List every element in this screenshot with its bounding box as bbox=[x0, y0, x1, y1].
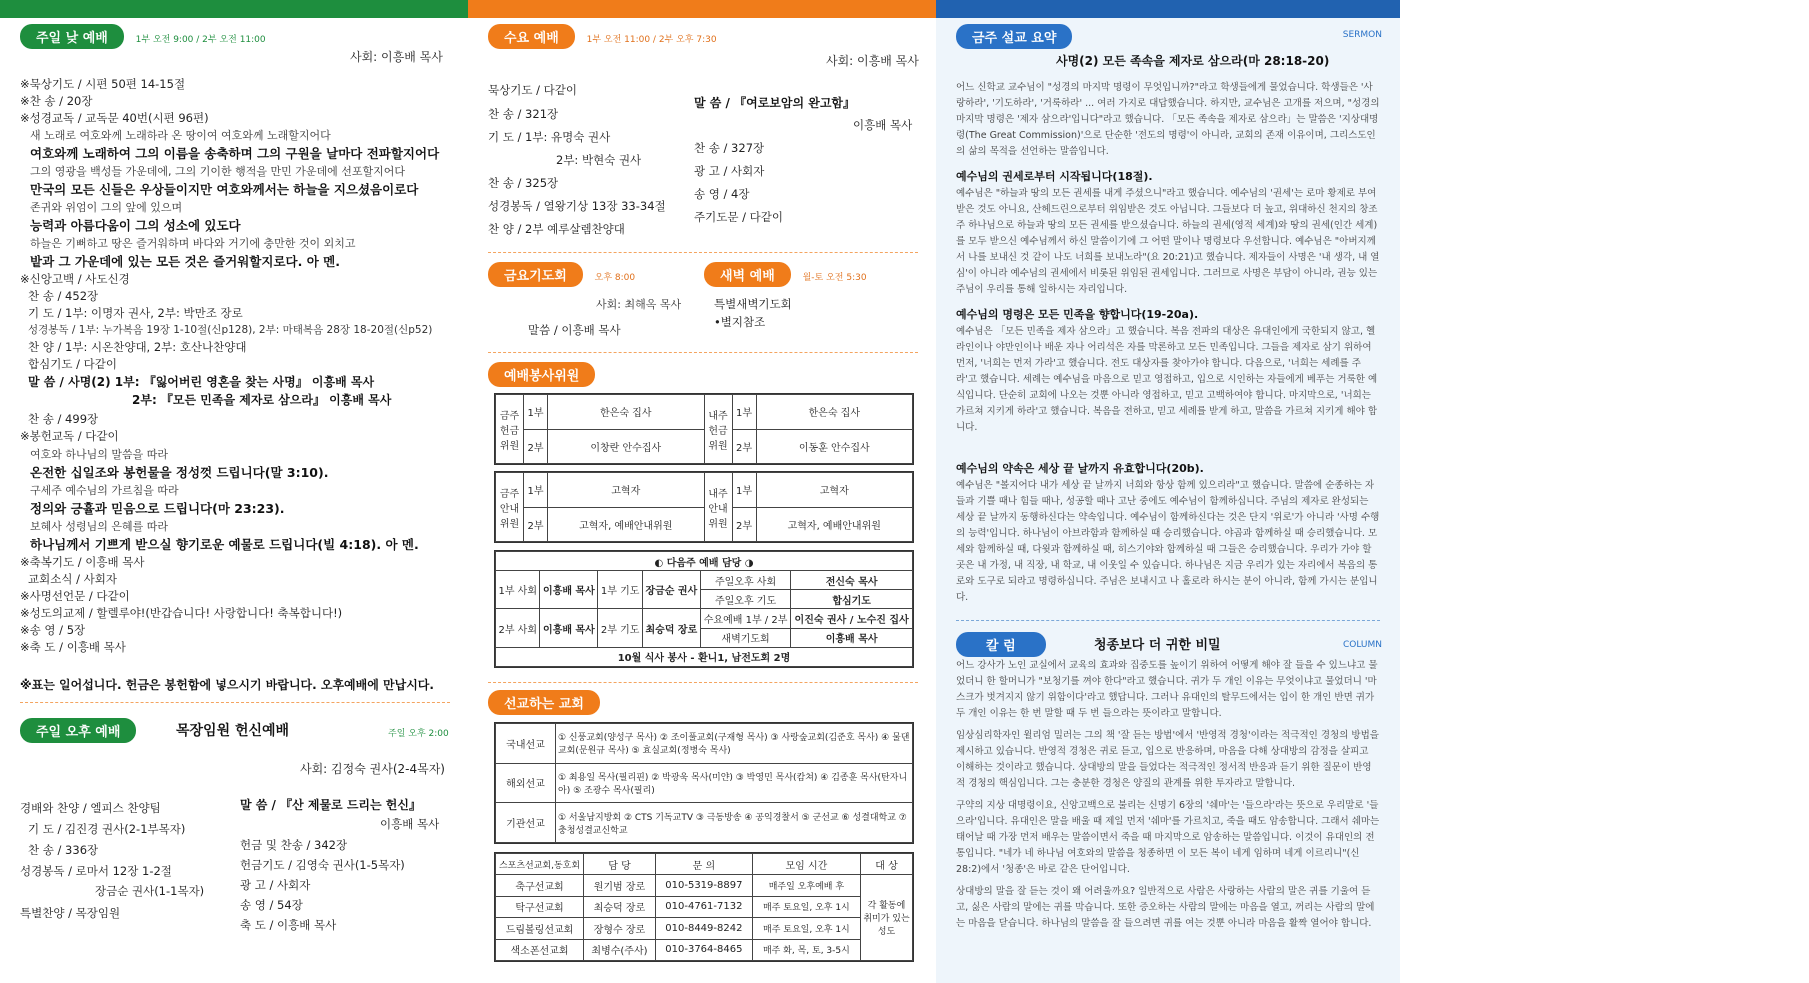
sports-cell: 축구선교회 bbox=[496, 875, 584, 896]
cell: 한은숙 집사 bbox=[548, 395, 705, 430]
order-line: ※송 영 / 5장 bbox=[20, 623, 86, 637]
order-line: ※찬 송 / 20장 bbox=[20, 94, 93, 108]
order-line: ※축복기도 / 이흥배 목사 bbox=[20, 555, 145, 569]
dawn-title: 새벽 예배 bbox=[704, 262, 791, 287]
cell: 합심기도 bbox=[791, 590, 913, 609]
divider bbox=[956, 620, 1380, 621]
pm-line: 광 고 / 사회자 bbox=[240, 878, 311, 892]
offering-reading: 정의와 긍휼과 믿음으로 드립니다(마 23:23). bbox=[30, 501, 285, 516]
mission-list: ① 신풍교회(양성구 목사) ② 조이풀교회(구재형 목사) ③ 사랑숲교회(김준호 목사) ④ 물댄교회(문원규 목사) ⑤ 효실교회(정병숙 목사) bbox=[556, 724, 913, 764]
pm-line: 이흥배 목사 bbox=[380, 817, 440, 831]
column-tag: COLUMN bbox=[1342, 640, 1382, 650]
dawn-line: •별지참조 bbox=[714, 315, 766, 329]
sports-cell: 최병수(주사) bbox=[584, 939, 656, 960]
offering-committee-table bbox=[494, 393, 914, 465]
divider bbox=[488, 252, 918, 253]
cell: 주일오후 사회 bbox=[700, 571, 790, 590]
column-paragraph: 구약의 지상 대명령이요, 신앙고백으로 불리는 신명기 6장의 '쉐마'는 '들으라'라는 뜻으로 우리말로 '들으라'입니다. 유대인은 말을 배울 때 제일 먼저 '쉐마'를 가르치고, 죽을 때도 암송합니다. 그래서 쉐마는 태어날 때 가장 먼저 배우는 말씀이면서 죽을 때 마지막으로 암송하는 말씀입니다. 이것이 유대인의 전통입니다. "네가 네 하나님 여호와의 말씀을 청종하면 이 모든 복이 네게 임하며 네게 이르리니"(신 28:2)에서 '청종'은 바로 같은 단어입니다. bbox=[956, 800, 1380, 875]
usher-committee-table bbox=[494, 471, 914, 543]
cell: 고혁자, 예배안내위원 bbox=[756, 507, 913, 542]
sports-cell: 매주일 오후예배 후 bbox=[752, 875, 860, 896]
cell: 고혁자 bbox=[756, 473, 913, 508]
sermon-paragraph: 예수님은 「모든 민족을 제자 삼으라」고 했습니다. 복음 전파의 대상은 유대인에게 국한되지 않고, 헬라인이나 야만인이나 배운 자나 어리석은 자를 막론하고 모든 민족입니다. 그들을 제자로 삼기 위하여 먼저, '너희는 먼저 가라'고 했습니다. 전도 대상자를 찾아가야 합니다. 다음으로, '너희는 세례를 주라'고 했습니다. 세례는 예수님을 마음으로 믿고 영접하고, 입으로 시인하는 자들에게 베푸는 거룩한 예식입니다. 단순히 교회에 나오는 것뿐 아니라 영접하고, 믿고 고백하여야 합니다. 마지막으로, '너희는 가르쳐 지키게 하라'고 했습니다. 복음을 전하고, 믿고 세례를 받게 하고, 말씀을 가르쳐 지키게 해야 합니다. bbox=[956, 326, 1378, 433]
pm-line: 축 도 / 이흥배 목사 bbox=[240, 918, 337, 932]
sermon-intro: 어느 신학교 교수님이 "성경의 마지막 명령이 무엇입니까?"라고 학생들에게 물었습니다. 학생들은 '사랑하라', '기도하라', '거룩하라' ... 여러 가지로 대답했습니다. 하지만, 교수님은 고개를 저으며, "성경의 마지막 명령은 '제자 삼으라'입니다"라고 했습니다. 「모든 족속을 제자로 삼으라」는 말씀은 '지상대명령(The Great Commission)'으로 단순한 '전도의 명령'이 아니라, 교회의 존재 이유이며, 그리스도인의 삶의 목적을 선언하는 말씀입니다. bbox=[956, 82, 1380, 157]
cell: 2부 bbox=[732, 429, 756, 464]
cell: 1부 bbox=[732, 395, 756, 430]
friday-header bbox=[488, 262, 635, 287]
friday-time: 오후 8:00 bbox=[594, 273, 636, 283]
order-line: 합심기도 / 다같이 bbox=[28, 357, 117, 371]
responsive-reading: 그의 영광을 백성들 가운데에, 그의 기이한 행적을 만민 가운데에 선포할지어다 bbox=[30, 165, 405, 178]
order-line: 찬 양 / 1부: 시온찬양대, 2부: 호산나찬양대 bbox=[28, 340, 247, 354]
offering-reading: 보혜사 성령님의 은혜를 따라 bbox=[30, 520, 169, 533]
sports-cell: 010-4761-7132 bbox=[655, 896, 752, 917]
column-title: 청종보다 더 귀한 비밀 bbox=[1094, 638, 1221, 653]
sunday-service-times: 1부 오전 9:00 / 2부 오전 11:00 bbox=[135, 35, 266, 45]
pm-line: 찬 송 / 336장 bbox=[28, 843, 99, 857]
mission-list: ① 서울남지방회 ② CTS 기독교TV ③ 극동방송 ④ 공익경찰서 ⑤ 군선교 ⑥ 성결대학교 ⑦ 충청성결교신학교 bbox=[556, 803, 913, 843]
cell: 고혁자 bbox=[548, 473, 705, 508]
service-note: ※표는 일어섭니다. 헌금은 봉헌함에 넣으시기 바랍니다. 오후예배에 만납시다. bbox=[20, 678, 434, 692]
column-paragraph: 임상심리학자인 윌리엄 밀러는 그의 책 '잘 듣는 방법'에서 '반영적 경청'이라는 적극적인 경청의 방법을 제시하고 있습니다. 반영적 경청은 귀로 듣고, 입으로 반응하며, 마음을 다해 상대방의 감정을 살피고 이해하는 것이라고 했습니다. 상대방의 말을 들었다는 적극적인 정서적 반응과 듣기 위한 질문이 반영적 경청의 핵심입니다. 그는 충분한 경청은 양질의 관계를 위한 투자라고 말합니다. bbox=[956, 730, 1379, 789]
wed-line: 주기도문 / 다같이 bbox=[694, 210, 783, 224]
sunday-service-column bbox=[0, 0, 468, 983]
cell: 고혁자, 예배안내위원 bbox=[548, 507, 705, 542]
afternoon-service-time: 주일 오후 2:00 bbox=[388, 729, 449, 739]
orange-top-bar bbox=[468, 0, 936, 18]
wednesday-header bbox=[488, 24, 717, 49]
sports-head: 스포츠선교회,동호회 bbox=[496, 854, 584, 875]
wednesday-host: 사회: 이흥배 목사 bbox=[826, 54, 919, 68]
wed-line: 성경봉독 / 열왕기상 13장 33-34절 bbox=[488, 199, 666, 213]
cell: 2부 사회 bbox=[496, 609, 540, 647]
friday-title: 금요기도회 bbox=[488, 262, 583, 287]
order-line: 찬 송 / 452장 bbox=[28, 289, 99, 303]
cell: 1부 bbox=[524, 473, 548, 508]
sermon-title: 사명(2) 모든 족속을 제자로 삼으라(마 28:18-20) bbox=[1056, 54, 1330, 68]
sermon-line: 2부: 『모든 민족을 제자로 삼으라』 이흥배 목사 bbox=[132, 393, 392, 407]
dawn-header bbox=[704, 262, 867, 287]
order-line: 성경봉독 / 1부: 누가복음 19장 1-10절(신p128), 2부: 마태복음 28장 18-20절(신p52) bbox=[28, 324, 433, 336]
dawn-time: 월-토 오전 5:30 bbox=[802, 273, 867, 283]
pm-line: 헌금기도 / 김영숙 권사(1-5목자) bbox=[240, 858, 405, 872]
wed-line: 묵상기도 / 다같이 bbox=[488, 83, 577, 97]
order-line: ※축 도 / 이흥배 목사 bbox=[20, 640, 126, 654]
cell: 이흥배 목사 bbox=[540, 571, 598, 609]
wed-line: 찬 양 / 2부 예루살렘찬양대 bbox=[488, 222, 625, 236]
cell: 이흥배 목사 bbox=[791, 628, 913, 647]
sports-cell: 장형수 장로 bbox=[584, 918, 656, 939]
sports-cell: 매주 화, 목, 토, 3-5시 bbox=[752, 939, 860, 960]
sermon-tag: SERMON bbox=[1342, 30, 1382, 40]
cell: 내주 안내 위원 bbox=[704, 473, 732, 542]
responsive-reading: 새 노래로 여호와께 노래하라 온 땅이여 여호와께 노래할지어다 bbox=[30, 129, 331, 142]
sermon-column bbox=[936, 0, 1400, 983]
cell: 한은숙 집사 bbox=[756, 395, 913, 430]
sports-cell: 010-8449-8242 bbox=[655, 918, 752, 939]
sports-cell: 색소폰선교회 bbox=[496, 939, 584, 960]
cell: 금주 안내 위원 bbox=[496, 473, 524, 542]
afternoon-service-header bbox=[20, 718, 136, 743]
cell: 이창란 안수집사 bbox=[548, 429, 705, 464]
pm-line: 송 영 / 54장 bbox=[240, 898, 303, 912]
sports-cell: 드림볼링선교회 bbox=[496, 918, 584, 939]
sports-head: 대 상 bbox=[861, 854, 913, 875]
cell: 2부 bbox=[524, 507, 548, 542]
sports-cell: 원기범 장로 bbox=[584, 875, 656, 896]
sermon-header bbox=[956, 24, 1072, 49]
cell: 이진숙 권사 / 노수진 집사 bbox=[791, 609, 913, 628]
blue-top-bar bbox=[936, 0, 1400, 18]
wed-line: 기 도 / 1부: 유명숙 권사 bbox=[488, 130, 611, 144]
cell: 1부 사회 bbox=[496, 571, 540, 609]
sunday-service-title: 주일 낮 예배 bbox=[20, 24, 124, 49]
column-paragraph: 어느 강사가 노인 교실에서 교육의 효과와 집중도를 높이기 위하여 어떻게 해야 잘 들을 수 있느냐고 물었더니 한 할머니가 "보청기를 껴야 한다"라고 했습니다. 귀가 두 개인 이유는 무엇이냐고 물었더니 '마스크가 벗겨지지 않기 위함이다'라고 했답니다. 그러나 유대인의 탈무드에서는 입이 한 개인 반면 귀가 두 개인 이유는 한 번 말할 때 두 번 들으라는 뜻이라고 말합니다. bbox=[956, 660, 1378, 719]
pm-line: 장금순 권사(1-1목자) bbox=[95, 884, 205, 898]
mission-title: 선교하는 교회 bbox=[488, 690, 600, 715]
wed-line: 찬 송 / 327장 bbox=[694, 141, 765, 155]
wed-sermon: 말 씀 / 『여로보암의 완고함』 bbox=[694, 96, 856, 110]
pm-line: 특별찬양 / 목장임원 bbox=[20, 906, 121, 920]
offering-reading: 온전한 십일조와 봉헌물을 정성껏 드립니다(말 3:10). bbox=[30, 465, 329, 480]
sermon-paragraph: 예수님은 "볼지어다 내가 세상 끝 날까지 너희와 항상 함께 있으리라"고 했습니다. 말씀에 순종하는 자들과 기쁠 때나 힘들 때나, 성공할 때나 고난 중에도 예수님이 함께하십니다. 주님의 제자로 완성되는 세상 끝 날까지 동행하신다는 약속입니다. 예수님이 함께하신다는 것은 단지 '위로'가 아니라 '사명 수행의 능력'입니다. 하나님이 아브라함과 함께하실 때 승리했습니다. 야곱과 함께하실 때 승리했습니다. 모세와 함께하실 때, 다윗과 함께하실 때, 히스기야와 함께하실 때 그들은 승리했습니다. 우리가 가야 할 곳은 내 가정, 내 직장, 내 학교, 내 이웃일 수 있습니다. 하나님은 지금 우리가 있는 자리에서 복음의 통로와 도구로 되라고 명령하십니다. 주님은 보내시고 나 홀로라 하시는 분이 아니라, 함께 가시는 분입니다. bbox=[956, 480, 1380, 603]
next-week-title: ◐ 다음주 예배 담당 ◑ bbox=[496, 552, 913, 571]
afternoon-service-title: 주일 오후 예배 bbox=[20, 718, 136, 743]
green-top-bar bbox=[0, 0, 468, 18]
sermon-point-3: 예수님의 약속은 세상 끝 날까지 유효합니다(20b). bbox=[956, 462, 1204, 475]
divider bbox=[488, 682, 918, 683]
cell: 새벽기도회 bbox=[700, 628, 790, 647]
order-line: ※봉헌교독 / 다같이 bbox=[20, 429, 119, 443]
order-line: ※사명선언문 / 다같이 bbox=[20, 589, 130, 603]
cell: 2부 bbox=[524, 429, 548, 464]
mission-list: ① 최용일 목사(필리핀) ② 박광욱 목사(미얀) ③ 박영민 목사(캄쳐) ④ 김종훈 목사(탄자니아) ⑤ 조광수 목사(필리) bbox=[556, 763, 913, 803]
order-line: ※성경교독 / 교독문 40번(시편 96편) bbox=[20, 111, 209, 125]
cell: 2부 기도 bbox=[598, 609, 642, 647]
sports-cell: 010-5319-8897 bbox=[655, 875, 752, 896]
afternoon-service-subtitle: 목장임원 헌신예배 bbox=[176, 723, 290, 739]
wed-line: 2부: 박현숙 권사 bbox=[556, 153, 642, 167]
responsive-reading: 존귀와 위엄이 그의 앞에 있으며 bbox=[30, 201, 183, 214]
pm-line: 성경봉독 / 로마서 12장 1-2절 bbox=[20, 864, 172, 878]
order-line: ※신앙고백 / 사도신경 bbox=[20, 272, 130, 286]
pm-sermon: 말 씀 / 『산 제물로 드리는 헌신』 bbox=[240, 798, 421, 812]
sports-head: 모임 시간 bbox=[752, 854, 860, 875]
servants-title: 예배봉사위원 bbox=[488, 362, 595, 387]
offering-reading: 하나님께서 기쁘게 받으실 향기로운 예물로 드립니다(빌 4:18). 아 멘. bbox=[30, 537, 419, 552]
wed-line: 찬 송 / 325장 bbox=[488, 176, 559, 190]
sports-cell: 매주 토요일, 오후 1시 bbox=[752, 918, 860, 939]
divider bbox=[488, 352, 918, 353]
order-line: ※성도의교제 / 할렐루야!(반갑습니다! 사랑합니다! 축복합니다!) bbox=[20, 606, 343, 620]
weekday-column bbox=[468, 0, 936, 983]
cell: 장금순 권사 bbox=[642, 571, 700, 609]
cell: 금주 헌금 위원 bbox=[496, 395, 524, 464]
sports-cell: 최승덕 장로 bbox=[584, 896, 656, 917]
blank-area bbox=[1400, 0, 1809, 983]
order-line: 교회소식 / 사회자 bbox=[28, 572, 117, 586]
pm-line: 기 도 / 김진경 권사(2-1부목자) bbox=[28, 822, 186, 836]
responsive-reading: 밭과 그 가운데에 있는 모든 것은 즐거워할지로다. 아 멘. bbox=[30, 254, 340, 269]
wed-line: 광 고 / 사회자 bbox=[694, 164, 765, 178]
sermon-point-2: 예수님의 명령은 모든 민족을 향합니다(19-20a). bbox=[956, 308, 1199, 321]
sermon-point-1: 예수님의 권세로부터 시작됩니다(18절). bbox=[956, 170, 1153, 183]
dawn-line: 특별새벽기도회 bbox=[714, 297, 792, 311]
responsive-reading: 하늘은 기뻐하고 땅은 즐거워하며 바다와 거기에 충만한 것이 외치고 bbox=[30, 237, 356, 250]
friday-word: 말씀 / 이흥배 목사 bbox=[528, 323, 621, 337]
cell: 전신숙 목사 bbox=[791, 571, 913, 590]
cell: 주일오후 기도 bbox=[700, 590, 790, 609]
responsive-reading: 여호와께 노래하여 그의 이름을 송축하며 그의 구원을 날마다 전파할지어다 bbox=[30, 146, 440, 161]
sermon-pill: 금주 설교 요약 bbox=[956, 24, 1072, 49]
pm-line: 경배와 찬양 / 엘피스 찬양팀 bbox=[20, 801, 161, 815]
column-header bbox=[956, 632, 1046, 657]
mission-type: 기관선교 bbox=[496, 803, 556, 843]
cell: 이흥배 목사 bbox=[540, 609, 598, 647]
column-paragraph: 상대방의 말을 잘 듣는 것이 왜 어려울까요? 일반적으로 사람은 사랑하는 사람의 말은 귀를 기울여 듣고, 싫은 사람의 말에는 귀를 막습니다. 또한 증오하는 사람의 말에는 마음을 열고, 꺼리는 사람의 말에는 마음을 닫습니다. 하나님의 말씀을 잘 들으려면 귀를 여는 것뿐 아니라 마음을 활짝 열어야 합니다. bbox=[956, 886, 1375, 929]
column-pill: 칼 럼 bbox=[956, 632, 1046, 657]
sports-target: 각 활동에 취미가 있는 성도 bbox=[861, 875, 913, 961]
cell: 1부 기도 bbox=[598, 571, 642, 609]
servants-header bbox=[488, 362, 595, 387]
sermon-line: 말 씀 / 사명(2) 1부: 『잃어버린 영혼을 찾는 사명』 이흥배 목사 bbox=[28, 375, 375, 389]
sports-head: 문 의 bbox=[655, 854, 752, 875]
cell: 1부 bbox=[524, 395, 548, 430]
friday-host: 사회: 최해옥 목사 bbox=[596, 298, 682, 311]
divider bbox=[20, 702, 450, 703]
cell: 수요예배 1부 / 2부 bbox=[700, 609, 790, 628]
sports-head: 담 당 bbox=[584, 854, 656, 875]
next-week-table bbox=[494, 550, 914, 668]
cell: 1부 bbox=[732, 473, 756, 508]
pm-line: 헌금 및 찬송 / 342장 bbox=[240, 838, 348, 852]
mission-type: 해외선교 bbox=[496, 763, 556, 803]
afternoon-host: 사회: 김정숙 권사(2-4목자) bbox=[300, 762, 445, 776]
sermon-paragraph: 예수님은 "하늘과 땅의 모든 권세를 내게 주셨으니"라고 했습니다. 예수님의 '권세'는 로마 황제로 부여받은 것도 아니요, 산헤드린으로부터 위임받은 것도 아닙니다. 그들보다 더 높고, 위대하신 천지의 창조주 하나님으로 하늘과 땅의 모든 권세를 받으셨습니다. 하늘의 권세(영적 세계)와 땅의 권세(인간 세계)를 모두 받으신 예수님께서 하신 말씀이기에 그 어떤 말이나 명령보다 우선합니다. 예수님은 "아버지께서 나를 보내신 것 같이 나도 너희를 보내노라"(요 20:21)고 했습니다. 제자들이 사명은 '내 생각, 내 열심'이 아니라 예수님의 권세에서 비롯된 위임된 권세입니다. 그러므로 사명은 부담이 아니라, 권능 있는 주님이 우리를 통해 일하시는 자리입니다. bbox=[956, 188, 1380, 295]
mission-table bbox=[494, 722, 914, 844]
mission-type: 국내선교 bbox=[496, 724, 556, 764]
order-line: 기 도 / 1부: 이명자 권사, 2부: 박만조 장로 bbox=[28, 306, 243, 320]
sports-cell: 010-3764-8465 bbox=[655, 939, 752, 960]
meal-service-note: 10월 식사 봉사 - 환니1, 남전도회 2명 bbox=[496, 647, 913, 666]
wed-line: 이흥배 목사 bbox=[853, 118, 913, 132]
cell: 2부 bbox=[732, 507, 756, 542]
mission-header bbox=[488, 690, 600, 715]
responsive-reading: 만국의 모든 신들은 우상들이지만 여호와께서는 하늘을 지으셨음이로다 bbox=[30, 182, 419, 197]
cell: 최승덕 장로 bbox=[642, 609, 700, 647]
sports-ministry-table bbox=[494, 852, 914, 962]
order-line: ※묵상기도 / 시편 50편 14-15절 bbox=[20, 77, 186, 91]
wednesday-title: 수요 예배 bbox=[488, 24, 575, 49]
sports-cell: 탁구선교회 bbox=[496, 896, 584, 917]
sunday-service-header bbox=[20, 24, 266, 49]
wed-line: 송 영 / 4장 bbox=[694, 187, 750, 201]
sports-cell: 매주 토요일, 오후 1시 bbox=[752, 896, 860, 917]
cell: 이동훈 안수집사 bbox=[756, 429, 913, 464]
wednesday-times: 1부 오전 11:00 / 2부 오후 7:30 bbox=[586, 35, 717, 45]
responsive-reading: 능력과 아름다움이 그의 성소에 있도다 bbox=[30, 218, 241, 233]
offering-reading: 여호와 하나님의 말씀을 따라 bbox=[30, 448, 169, 461]
wed-line: 찬 송 / 321장 bbox=[488, 107, 559, 121]
order-line: 찬 송 / 499장 bbox=[28, 412, 99, 426]
offering-reading: 구세주 예수님의 가르침을 따라 bbox=[30, 484, 179, 497]
cell: 내주 헌금 위원 bbox=[704, 395, 732, 464]
sunday-host: 사회: 이흥배 목사 bbox=[350, 50, 443, 64]
